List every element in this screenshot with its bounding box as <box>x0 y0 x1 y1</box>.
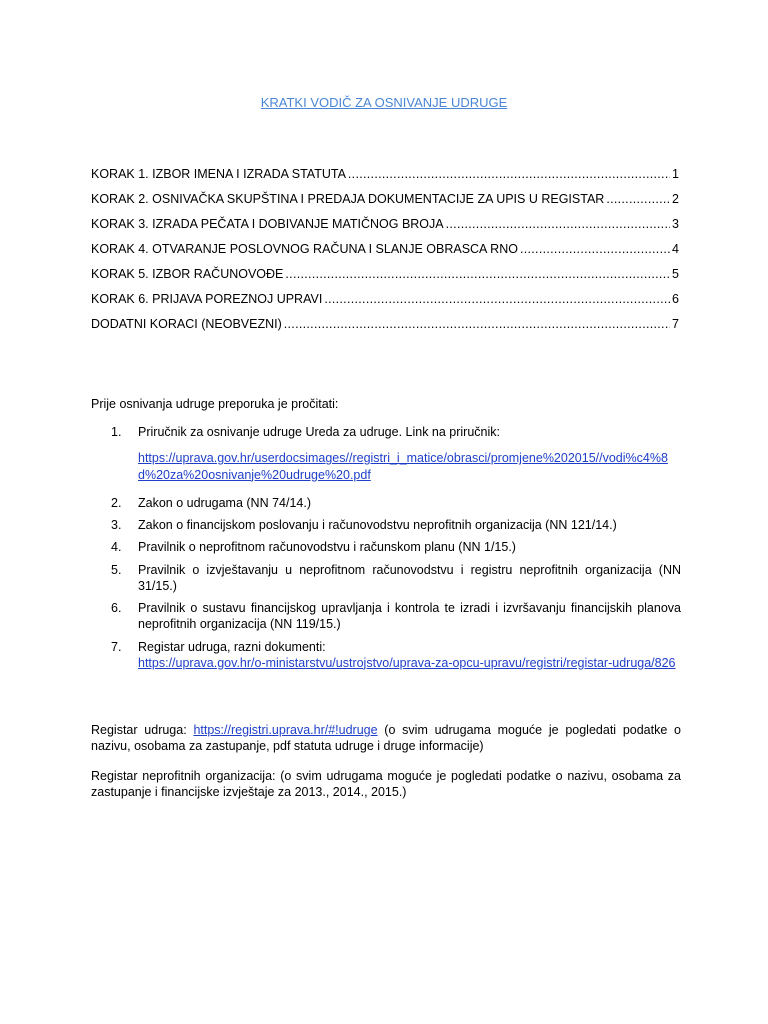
toc-entry-label: KORAK 6. PRIJAVA POREZNOJ UPRAVI <box>91 292 323 306</box>
list-item-text: Priručnik za osnivanje udruge Ureda za udruge. Link na priručnik: <box>138 425 500 439</box>
handbook-link[interactable]: https://uprava.gov.hr/userdocsimages//registri_i_matice/obrasci/promjene%202015//vodi%c4%8d%20za%20osnivanje%20udruge%20.pdf <box>138 451 668 482</box>
toc-entry[interactable] <box>91 266 679 291</box>
toc-entry-label: KORAK 3. IZRADA PEČATA I DOBIVANJE MATIČNOG BROJA <box>91 217 444 231</box>
toc-leader-dots <box>285 266 670 282</box>
toc-leader-dots <box>324 291 670 307</box>
list-item-number: 7. <box>111 639 122 654</box>
list-item <box>111 562 681 595</box>
registar-udruga-paragraph <box>91 722 681 755</box>
toc-entry-page: 7 <box>672 317 679 331</box>
toc-entry[interactable] <box>91 216 679 241</box>
toc-entry-page: 4 <box>672 242 679 256</box>
toc-leader-dots <box>284 316 670 332</box>
list-item-text: Zakon o financijskom poslovanju i računovodstvu neprofitnih organizacija (NN 121/14.) <box>138 518 617 532</box>
list-item <box>111 495 681 511</box>
registar-udruga-link[interactable]: https://registri.uprava.hr/#!udruge <box>193 723 378 737</box>
reading-intro: Prije osnivanja udruge preporuka je pročitati: <box>91 397 339 411</box>
document-title: KRATKI VODIČ ZA OSNIVANJE UDRUGE <box>260 95 508 110</box>
list-item-number: 2. <box>111 495 122 510</box>
toc-entry[interactable] <box>91 166 679 191</box>
toc-leader-dots <box>606 191 670 207</box>
list-item <box>111 424 681 489</box>
registar-udruga-description: (o svim udrugama moguće je pogledati podatke o nazivu, osobama za zastupanje, pdf statuta udruge i druge informacije) <box>91 723 681 754</box>
toc-entry-label: KORAK 4. OTVARANJE POSLOVNOG RAČUNA I SLANJE OBRASCA RNO <box>91 242 518 256</box>
toc-entry-label: DODATNI KORACI (NEOBVEZNI) <box>91 317 282 331</box>
list-item-text: Pravilnik o sustavu financijskog upravljanja i kontrola te izradi i izvršavanju financijskih planova neprofitnih organizacija (NN 119/15.) <box>138 601 681 632</box>
toc-entry[interactable] <box>91 291 679 316</box>
toc-leader-dots <box>348 166 670 182</box>
list-item-text: Zakon o udrugama (NN 74/14.) <box>138 495 312 510</box>
list-item-number: 5. <box>111 562 122 577</box>
toc-entry-label: KORAK 5. IZBOR RAČUNOVOĐE <box>91 267 284 281</box>
list-item <box>111 639 681 672</box>
toc-entry-page: 6 <box>672 292 679 306</box>
table-of-contents <box>91 166 679 341</box>
list-item <box>111 539 681 555</box>
toc-entry-label: KORAK 2. OSNIVAČKA SKUPŠTINA I PREDAJA DOKUMENTACIJE ZA UPIS U REGISTAR <box>91 192 605 206</box>
list-item-number: 4. <box>111 540 122 555</box>
toc-entry-page: 2 <box>672 192 679 206</box>
list-item-text: Registar udruga, razni dokumenti: <box>138 639 326 654</box>
registry-documents-link[interactable]: https://uprava.gov.hr/o-ministarstvu/ustrojstvo/uprava-za-opcu-upravu/registri/registar-udruga/826 <box>138 655 676 670</box>
toc-leader-dots <box>520 241 670 257</box>
toc-entry[interactable] <box>91 316 679 341</box>
toc-entry-page: 3 <box>672 217 679 231</box>
list-item-number: 1. <box>111 425 122 439</box>
reading-list <box>111 424 681 677</box>
registar-udruga-prefix: Registar udruga: <box>91 723 194 737</box>
toc-entry-label: KORAK 1. IZBOR IMENA I IZRADA STATUTA <box>91 167 346 181</box>
toc-entry[interactable] <box>91 241 679 266</box>
list-item-number: 3. <box>111 518 122 532</box>
list-item-text: Pravilnik o neprofitnom računovodstvu i računskom planu (NN 1/15.) <box>138 540 516 555</box>
toc-entry[interactable] <box>91 191 679 216</box>
toc-entry-page: 5 <box>672 267 679 281</box>
list-item <box>111 517 681 533</box>
list-item-text: Pravilnik o izvještavanju u neprofitnom računovodstvu i registru neprofitnih organizacija (NN 31/15.) <box>138 562 681 593</box>
toc-entry-page: 1 <box>672 167 679 181</box>
list-item <box>111 600 681 633</box>
list-item-number: 6. <box>111 601 122 615</box>
toc-leader-dots <box>446 216 670 232</box>
registar-neprofitnih-paragraph: Registar neprofitnih organizacija: (o svim udrugama moguće je pogledati podatke o nazivu, osobama za zastupanje i financijske izvještaje za 2013., 2014., 2015.) <box>91 769 681 800</box>
